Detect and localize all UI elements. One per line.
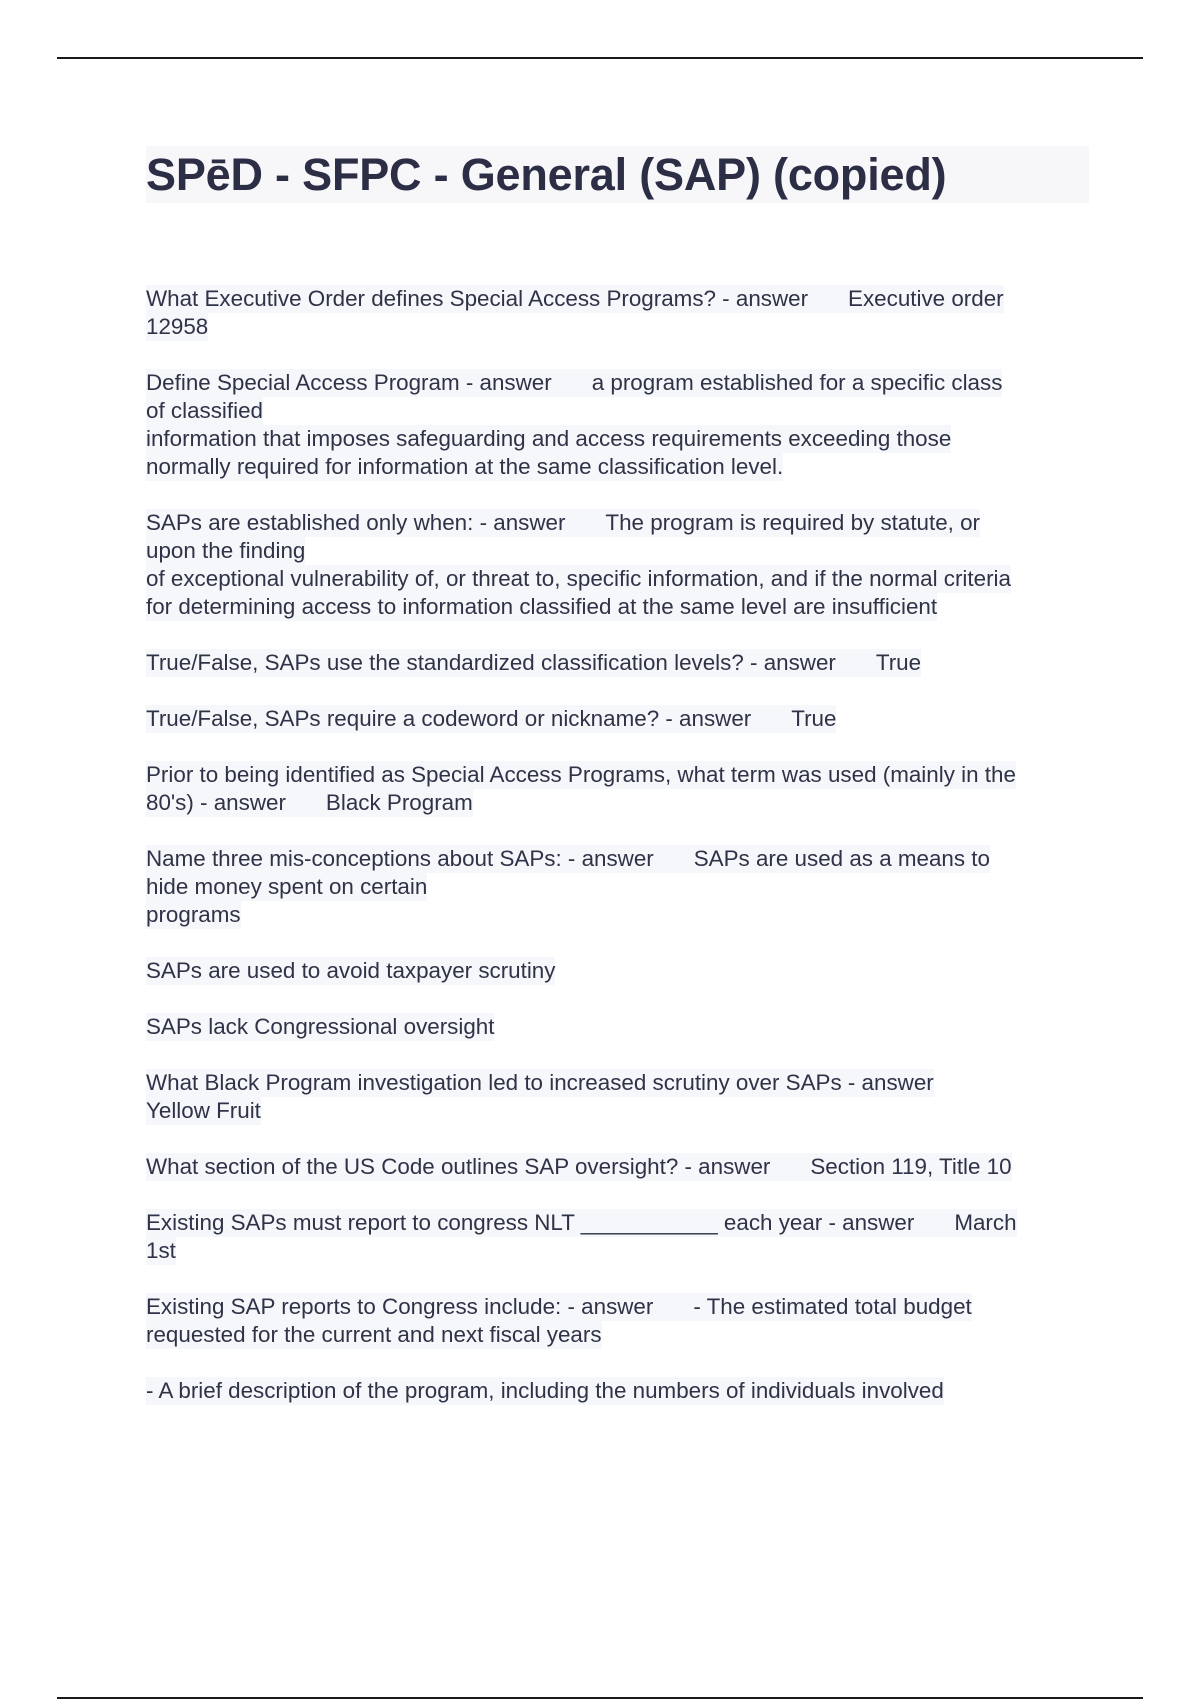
qa-line: Yellow Fruit <box>146 1098 261 1123</box>
qa-item <box>146 1013 1092 1041</box>
answer-text: a program established for a specific class <box>591 370 1003 395</box>
qa-line: 12958 <box>146 314 209 339</box>
answer-text: The program is required by statute, or <box>605 510 981 535</box>
answer-text: - The estimated total budget <box>693 1294 972 1319</box>
qa-line: SAPs are used to avoid taxpayer scrutiny <box>146 958 556 983</box>
question-text: True/False, SAPs use the standardized classification levels? - answer <box>146 650 836 675</box>
qa-line: 1st <box>146 1238 176 1263</box>
question-text: SAPs are established only when: - answer <box>146 510 566 535</box>
qa-item <box>146 705 1092 733</box>
qa-line: What Black Program investigation led to increased scrutiny over SAPs - answer <box>146 1070 934 1095</box>
qa-line: upon the finding <box>146 538 306 563</box>
question-text: 80's) - answer <box>146 790 286 815</box>
qa-line: of exceptional vulnerability of, or threat to, specific information, and if the normal criteria <box>146 566 1011 591</box>
qa-line: programs <box>146 902 241 927</box>
qa-item <box>146 761 1092 817</box>
qa-item <box>146 369 1092 481</box>
qa-item <box>146 1069 1092 1125</box>
qa-line <box>146 649 921 677</box>
qa-line <box>146 1293 972 1321</box>
answer-text: SAPs are used as a means to <box>693 846 990 871</box>
question-text: What section of the US Code outlines SAP oversight? - answer <box>146 1154 771 1179</box>
qa-item <box>146 649 1092 677</box>
qa-line <box>146 1209 1017 1237</box>
question-text: Existing SAPs must report to congress NLT ___________ each year - answer <box>146 1210 915 1235</box>
answer-text: Executive order <box>848 286 1004 311</box>
qa-line <box>146 285 1004 313</box>
qa-item <box>146 845 1092 929</box>
qa-line: SAPs lack Congressional oversight <box>146 1014 495 1039</box>
qa-line <box>146 369 1002 397</box>
qa-item <box>146 1377 1092 1405</box>
question-text: Name three mis-conceptions about SAPs: - answer <box>146 846 654 871</box>
question-text: Define Special Access Program - answer <box>146 370 552 395</box>
qa-line: of classified <box>146 398 263 423</box>
qa-item <box>146 1153 1092 1181</box>
answer-text: March <box>954 1210 1017 1235</box>
bottom-rule <box>57 1697 1143 1699</box>
answer-text: Section 119, Title 10 <box>810 1154 1012 1179</box>
qa-line: requested for the current and next fiscal years <box>146 1322 602 1347</box>
qa-line: - A brief description of the program, including the numbers of individuals involved <box>146 1378 944 1403</box>
question-text: Existing SAP reports to Congress include: - answer <box>146 1294 654 1319</box>
answer-text: True <box>791 706 837 731</box>
top-rule <box>57 57 1143 59</box>
qa-line <box>146 705 836 733</box>
qa-item <box>146 1209 1092 1265</box>
qa-item <box>146 285 1092 341</box>
qa-line: hide money spent on certain <box>146 874 428 899</box>
qa-line <box>146 1153 1012 1181</box>
qa-item <box>146 1293 1092 1349</box>
qa-line: normally required for information at the same classification level. <box>146 454 784 479</box>
qa-line <box>146 789 473 817</box>
answer-text: Black Program <box>325 790 473 815</box>
answer-text: True <box>875 650 922 675</box>
question-text: What Executive Order defines Special Access Programs? - answer <box>146 286 809 311</box>
qa-list <box>146 285 1092 1433</box>
question-text: True/False, SAPs require a codeword or nickname? - answer <box>146 706 752 731</box>
qa-item <box>146 509 1092 621</box>
qa-line: Prior to being identified as Special Access Programs, what term was used (mainly in the <box>146 762 1016 787</box>
qa-line: for determining access to information classified at the same level are insufficient <box>146 594 938 619</box>
qa-line <box>146 509 980 537</box>
qa-line <box>146 845 990 873</box>
document-title: SPēD - SFPC - General (SAP) (copied) <box>146 146 1089 203</box>
qa-item <box>146 957 1092 985</box>
qa-line: information that imposes safeguarding and access requirements exceeding those <box>146 426 952 451</box>
